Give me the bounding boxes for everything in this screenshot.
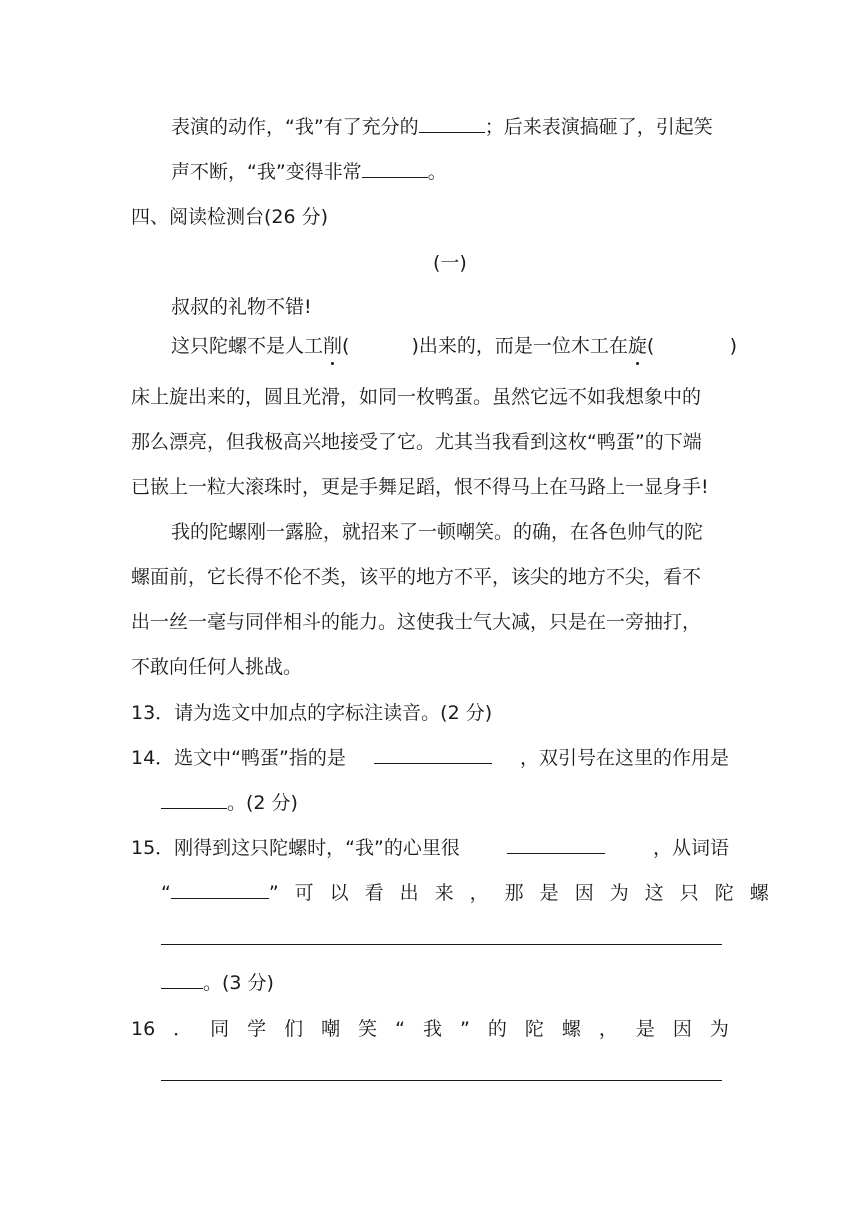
continued-line-1: 表演的动作，“我”有了充分的 ；后来表演搞砸了，引起笑 <box>171 116 713 138</box>
part-label: (一) <box>433 252 467 274</box>
question-16-char: 嘲 <box>321 1018 341 1040</box>
passage-line: 床上旋出来的，圆且光滑，如同一枚鸭蛋。虽然它远不如我想象中的 <box>131 386 702 408</box>
answer-blank[interactable] <box>171 880 269 899</box>
passage-line: 出一丝一毫与同伴相斗的能力。这使我士气大减，只是在一旁抽打， <box>131 611 702 633</box>
question-16-char: ． <box>173 1018 193 1040</box>
question-16-char: 因 <box>672 1018 692 1040</box>
question-16-char: 为 <box>709 1018 729 1040</box>
passage-line: 已嵌上一粒大滚珠时，更是手舞足蹈，恨不得马上在马路上一显身手! <box>131 476 709 498</box>
section-heading: 四、阅读检测台(26 分) <box>131 206 329 228</box>
dotted-char: 旋 <box>627 335 647 357</box>
answer-blank[interactable] <box>419 114 485 133</box>
question-16-char: 螺 <box>561 1018 581 1040</box>
question-16-char: ， <box>598 1018 618 1040</box>
question-16-char: 同 <box>210 1018 230 1040</box>
question-16-char: 笑 <box>358 1018 378 1040</box>
answer-line[interactable] <box>161 1080 722 1081</box>
question-16-char: 的 <box>487 1018 507 1040</box>
question-15: 15．刚得到这只陀螺时，“我”的心里很 ，从词语 <box>131 837 729 859</box>
question-16-char: 是 <box>635 1018 655 1040</box>
question-16-char: 们 <box>284 1018 304 1040</box>
passage-line: 我的陀螺刚一露脸，就招来了一顿嘲笑。的确，在各色帅气的陀 <box>171 521 704 543</box>
passage-line: 不敢向任何人挑战。 <box>131 656 303 678</box>
dotted-char: 削 <box>323 335 343 357</box>
passage-line: 那么漂亮，但我极高兴地接受了它。尤其当我看到这枚“鸭蛋”的下端 <box>131 431 702 453</box>
question-16-char: 学 <box>247 1018 267 1040</box>
passage-line: 这只陀螺不是人工削( )出来的，而是一位木工在旋( ) <box>171 335 737 357</box>
answer-blank[interactable] <box>507 835 605 854</box>
answer-blank[interactable] <box>161 790 227 809</box>
answer-blank[interactable] <box>374 745 492 764</box>
question-15-cont: “ ”可以看出来，那是因为这只陀螺 <box>161 882 785 904</box>
question-15-end: 。(3 分) <box>161 970 274 996</box>
answer-line[interactable] <box>161 944 722 945</box>
question-16-char: 16 <box>131 1018 156 1040</box>
passage-line: 螺面前，它长得不伦不类，该平的地方不平，该尖的地方不尖，看不 <box>131 566 702 588</box>
question-16 <box>131 1016 729 1042</box>
question-16-char: 我 <box>423 1018 443 1040</box>
continued-line-2: 声不断，“我”变得非常 。 <box>171 161 447 183</box>
answer-blank[interactable] <box>161 970 203 989</box>
question-16-char: “ <box>395 1018 406 1040</box>
question-16-char: ” <box>460 1018 470 1040</box>
question-14: 14．选文中“鸭蛋”指的是 ，双引号在这里的作用是 <box>131 747 729 769</box>
question-13: 13．请为选文中加点的字标注读音。(2 分) <box>131 702 493 724</box>
question-14-cont: 。(2 分) <box>161 790 298 816</box>
answer-blank[interactable] <box>362 159 428 178</box>
passage-title: 叔叔的礼物不错! <box>171 296 312 318</box>
question-16-char: 陀 <box>524 1018 544 1040</box>
